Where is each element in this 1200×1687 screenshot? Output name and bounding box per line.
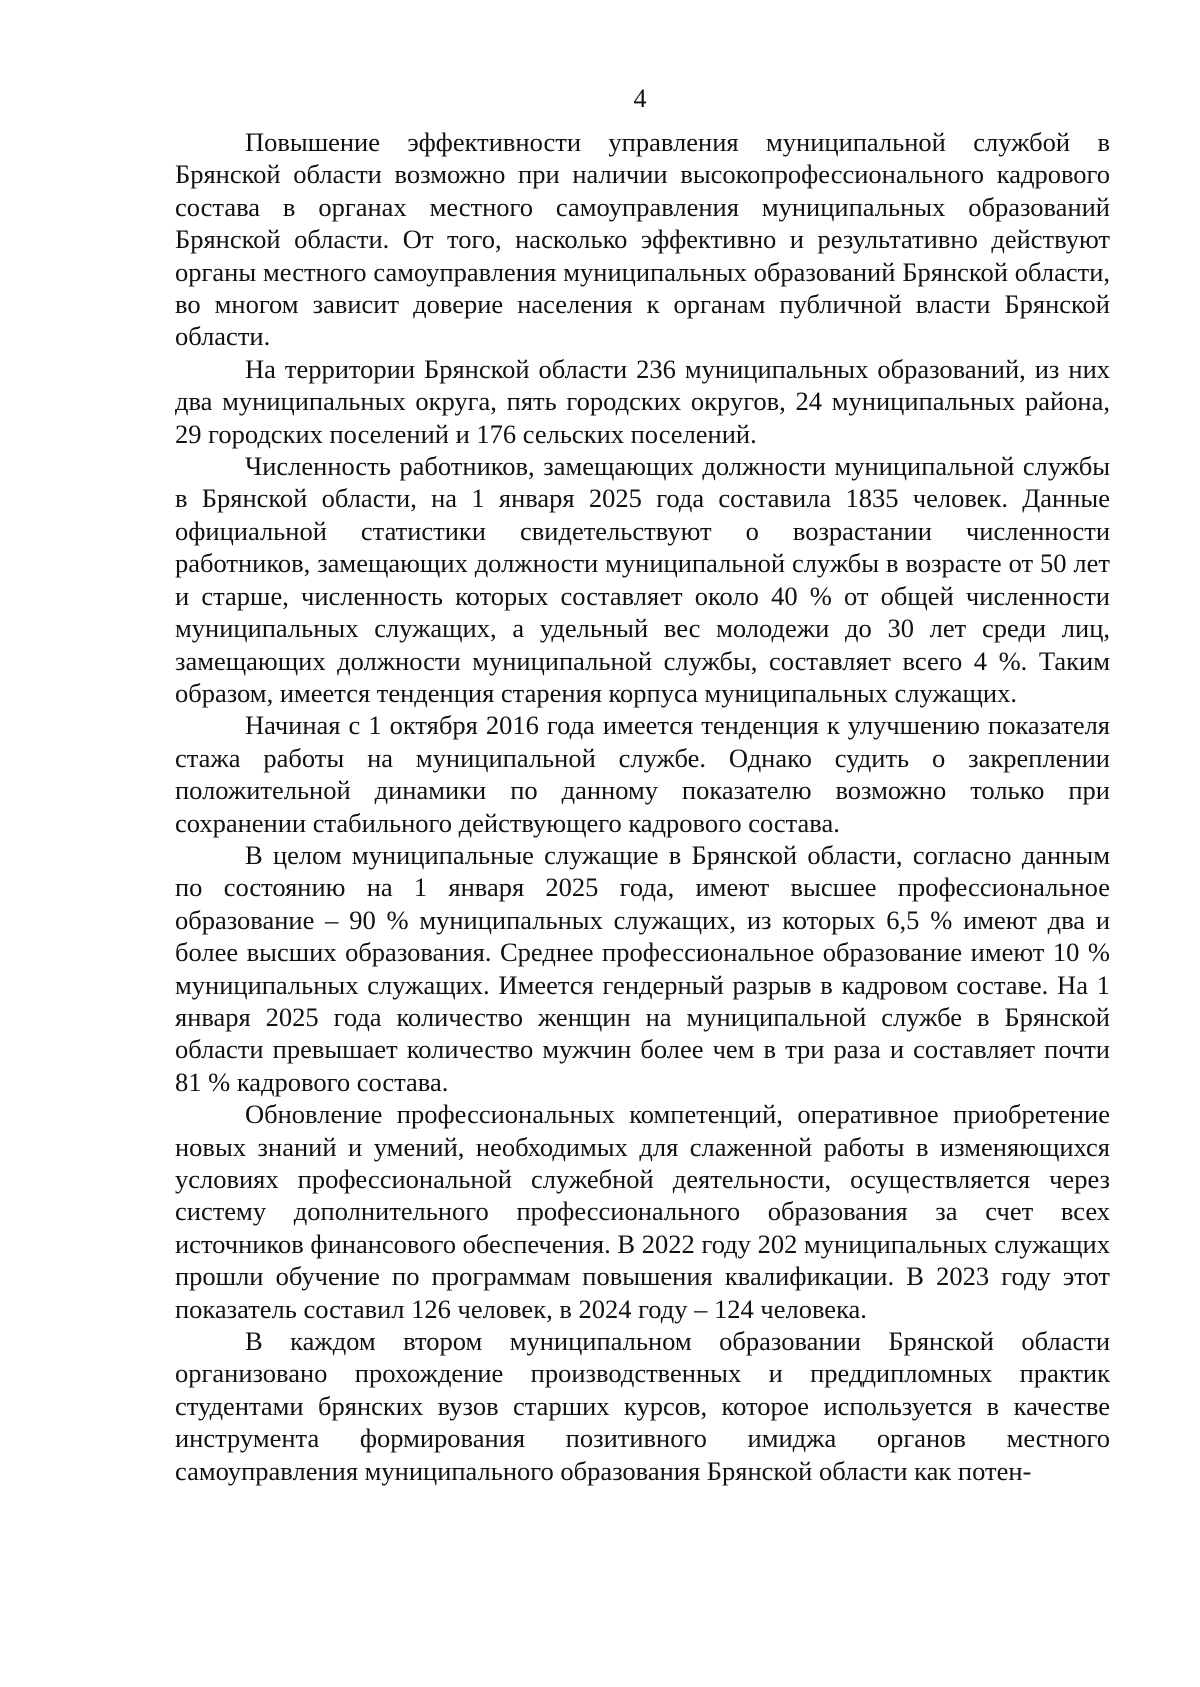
paragraph-municipal-formations: На территории Брянской области 236 муниципальных образований, из них два муниципальных округа, пять городских округов, 24 муниципальных района, 29 городских поселений и 176 сельских поселений. [175,353,1110,449]
paragraph-education-gender: В целом муниципальные служащие в Брянской области, согласно данным по состоянию на 1 января 2025 года, имеют высшее профессиональное образование – 90 % муниципальных служащих, из которых 6,5 % имеют два и более высших образования. Среднее профессиональное образование имеют 10 % муниципальных служащих. Имеется гендерный разрыв в кадровом составе. На 1 января 2025 года количество женщин на муниципальной службе в Брянской области превышает количество мужчин более чем в три раза и составляет почти 81 % кадрового состава. [175,839,1110,1097]
paragraph-staff-count: Численность работников, замещающих должности муниципальной службы в Брянской области, на 1 января 2025 года составила 1835 человек. Данные официальной статистики свидетельствуют о возрастании численности работников, замещающих должности муниципальной службы в возрасте от 50 лет и старше, численность которых составляет около 40 % от общей численности муниципальных служащих, а удельный вес молодежи до 30 лет среди лиц, замещающих должности муниципальной службы, составляет всего 4 %. Таким образом, имеется тенденция старения корпуса муниципальных служащих. [175,451,1110,708]
paragraph-student-internships: В каждом втором муниципальном образовании Брянской области организовано прохождение производственных и преддипломных практик студентами брянских вузов старших курсов, которое используется в качестве инструмента формирования позитивного имиджа органов местного самоуправления муниципального образования Брянской области как потен- [175,1326,1110,1486]
document-body [175,126,1110,1487]
paragraph-management-efficiency: Повышение эффективности управления муниципальной службой в Брянской области возможно при наличии высокопрофессионального кадрового состава в органах местного самоуправления муниципальных образований Брянской области. От того, насколько эффективно и результативно действуют органы местного самоуправления муниципальных образований Брянской области, во многом зависит доверие населения к органам публичной власти Брянской области. [175,127,1110,352]
paragraph-service-experience: Начиная с 1 октября 2016 года имеется тенденция к улучшению показателя стажа работы на муниципальной службе. Однако судить о закреплении положительной динамики по данному показателю возможно только при сохранении стабильного действующего кадрового состава. [175,710,1110,838]
paragraph-professional-training: Обновление профессиональных компетенций, оперативное приобретение новых знаний и умений, необходимых для слаженной работы в изменяющихся условиях профессиональной служебной деятельности, осуществляется через систему дополнительного профессионального образования за счет всех источников финансового обеспечения. В 2022 году 202 муниципальных служащих прошли обучение по программам повышения квалификации. В 2023 году этот показатель составил 126 человек, в 2024 году – 124 человека. [175,1099,1110,1324]
page-number: 4 [633,84,647,113]
